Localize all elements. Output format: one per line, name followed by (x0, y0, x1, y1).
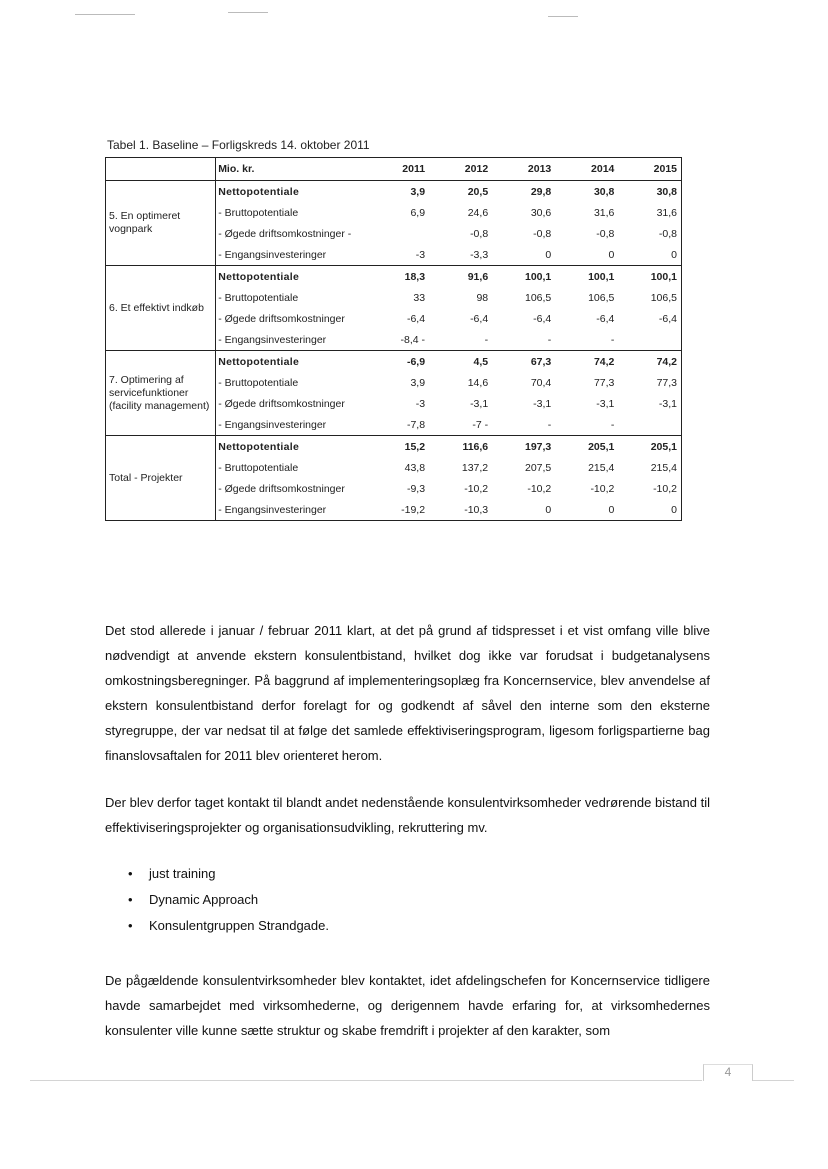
table-cell: 18,3 (366, 266, 429, 288)
row-label: - Øgede driftsomkostninger - (218, 227, 352, 240)
scan-speck (548, 16, 578, 17)
table-cell: 20,5 (429, 181, 492, 203)
table-cell: 205,1 (555, 436, 618, 458)
table-cell: 6,9 (410, 206, 426, 219)
table-cell: 0 (545, 248, 552, 261)
header-year: 2012 (429, 158, 492, 181)
table-cell: 31,6 (656, 206, 677, 219)
list-item (128, 913, 329, 939)
table-cell: -3,1 (470, 397, 489, 410)
table-cell: 3,9 (410, 376, 426, 389)
table-cell: 29,8 (492, 181, 555, 203)
table-cell: -3 (415, 397, 426, 410)
table-cell: -0,8 (658, 227, 677, 240)
list-item (128, 887, 329, 913)
group-name: 5. En optimeret vognpark (106, 181, 216, 266)
table-cell: -3 (415, 248, 426, 261)
table-cell: 0 (671, 503, 677, 516)
table-cell: 116,6 (429, 436, 492, 458)
row-label: - Engangsinvesteringer (218, 418, 327, 431)
table-cell: 74,2 (555, 351, 618, 373)
table-cell: 0 (671, 248, 677, 261)
table-cell: 74,2 (618, 351, 681, 373)
paragraph-contact: Der blev derfor taget kontakt til blandt andet nedenstående konsulentvirksomheder vedrørende bistand til effektiviseringsprojekter og organisationsudvikling, rekruttering mv. (105, 795, 710, 835)
table-cell: -3,1 (658, 397, 677, 410)
row-label: - Øgede driftsomkostninger (218, 397, 345, 410)
table-cell: 197,3 (492, 436, 555, 458)
table-cell: 33 (413, 291, 426, 304)
table-cell: -0,8 (470, 227, 489, 240)
paragraph-contacted: De pågældende konsulentvirksomheder blev kontaktet, idet afdelingschefen for Koncernservice tidligere havde samarbejdet med virksomhederne, og derigennem havde erfaring for, at virksomhedernes konsulenter ville kunne sætte struktur og skabe fremdrift i projekter af den karakter, som (105, 973, 710, 1038)
table-cell: -6,4 (406, 312, 426, 325)
table-cell: 67,3 (492, 351, 555, 373)
table-row (106, 181, 682, 203)
table-cell: 14,6 (467, 376, 489, 389)
table-header-row (106, 158, 682, 181)
table-cell: -6,4 (596, 312, 615, 325)
table-cell: 215,4 (650, 461, 677, 474)
table-cell: 106,5 (650, 291, 677, 304)
header-year: 2014 (555, 158, 618, 181)
header-year: 2013 (492, 158, 555, 181)
table-cell: -10,2 (590, 482, 615, 495)
scan-speck (228, 12, 268, 13)
table-cell: - (484, 333, 489, 346)
group-name: 6. Et effektivt indkøb (106, 266, 216, 351)
table-cell: 30,6 (530, 206, 552, 219)
table-cell: 77,3 (656, 376, 677, 389)
table-cell: -3,3 (470, 248, 489, 261)
row-label: Nettopotentiale (216, 266, 366, 288)
row-label: Nettopotentiale (216, 351, 366, 373)
row-label: Nettopotentiale (216, 181, 366, 203)
table-cell: 24,6 (467, 206, 489, 219)
group-name: 7. Optimering af servicefunktioner (facility management) (106, 351, 216, 436)
table-cell: -6,4 (658, 312, 677, 325)
table-cell: 31,6 (593, 206, 615, 219)
scan-speck (75, 14, 135, 15)
consultancy-list (128, 861, 329, 939)
table-cell: -6,9 (366, 351, 429, 373)
table-cell: -3,1 (596, 397, 615, 410)
table-cell: 100,1 (618, 266, 681, 288)
table-cell (618, 414, 681, 436)
table-cell: -10,2 (527, 482, 552, 495)
table-cell: - (610, 418, 615, 431)
list-item-text: just training (149, 866, 216, 881)
row-label: - Øgede driftsomkostninger (218, 482, 345, 495)
table-cell: -19,2 (401, 503, 426, 516)
table-cell: 0 (608, 503, 615, 516)
table-cell: 0 (608, 248, 615, 261)
row-label: - Bruttopotentiale (218, 461, 299, 474)
table-cell: -3,1 (533, 397, 552, 410)
page-number: 4 (703, 1064, 753, 1081)
table-cell: -7,8 (406, 418, 426, 431)
table-cell: -10,2 (653, 482, 677, 495)
table-cell: - (547, 333, 552, 346)
table-cell: -10,3 (464, 503, 489, 516)
table-cell: -10,2 (464, 482, 489, 495)
list-item (128, 861, 329, 887)
row-label: Nettopotentiale (216, 436, 366, 458)
table-row (106, 351, 682, 373)
list-item-text: Dynamic Approach (149, 892, 259, 907)
table-cell: -0,8 (596, 227, 615, 240)
table-cell: 106,5 (524, 291, 552, 304)
table-cell: 0 (545, 503, 552, 516)
table-cell: -0,8 (533, 227, 552, 240)
group-name: Total - Projekter (106, 436, 216, 521)
baseline-table (105, 157, 682, 521)
row-label: - Bruttopotentiale (218, 206, 299, 219)
header-unit: Mio. kr. (216, 158, 366, 181)
footer-rule (752, 1080, 794, 1081)
row-label: - Engangsinvesteringer (218, 503, 327, 516)
paragraph-consultancy-need: Det stod allerede i januar / februar 2011 klart, at det på grund af tidspresset i et vist omfang ville blive nødvendigt at anvende ekstern konsulentbistand, hvilket dog ikke var forudsat i budgetanalysens omkostningsberegninger. På baggrund af implementeringsoplæg fra Koncernservice, blev anvendelse af ekstern konsulentbistand derfor forelagt for og godkendt af såvel den interne som den eksterne styregruppe, der var nedsat til at følge det samlede effektiviseringsprogram, ligesom forligspartierne bag finanslovsaftalen for 2011 blev orienteret herom. (105, 623, 710, 763)
table-cell: 98 (476, 291, 489, 304)
row-label: - Engangsinvesteringer (218, 248, 327, 261)
row-label: - Engangsinvesteringer (218, 333, 327, 346)
table-cell: 215,4 (588, 461, 615, 474)
table-cell: 100,1 (555, 266, 618, 288)
table-cell: 137,2 (461, 461, 489, 474)
bullet-icon: • (128, 892, 133, 907)
table-row (106, 266, 682, 288)
row-label: - Øgede driftsomkostninger (218, 312, 345, 325)
bullet-icon: • (128, 918, 133, 933)
table-cell: 106,5 (588, 291, 615, 304)
table-cell: -7 - (472, 418, 489, 431)
table-cell: 30,8 (555, 181, 618, 203)
table-cell: 207,5 (524, 461, 552, 474)
table-cell: -6,4 (533, 312, 552, 325)
list-item-text: Konsulentgruppen Strandgade. (149, 918, 329, 933)
table-caption: Tabel 1. Baseline – Forligskreds 14. oktober 2011 (107, 138, 370, 152)
table-cell: 30,8 (618, 181, 681, 203)
table-cell: 91,6 (429, 266, 492, 288)
table-cell: 100,1 (492, 266, 555, 288)
bullet-icon: • (128, 866, 133, 881)
table-cell: - (610, 333, 615, 346)
table-cell: - (547, 418, 552, 431)
header-year: 2015 (618, 158, 681, 181)
table-cell: 3,9 (366, 181, 429, 203)
table-cell: 205,1 (618, 436, 681, 458)
table-cell: 77,3 (593, 376, 615, 389)
table-cell: 43,8 (404, 461, 426, 474)
table-cell (366, 223, 429, 244)
table-cell: 70,4 (530, 376, 552, 389)
table-cell: 15,2 (366, 436, 429, 458)
header-corner (106, 158, 216, 181)
table-row (106, 436, 682, 458)
table-cell: -9,3 (406, 482, 426, 495)
row-label: - Bruttopotentiale (218, 291, 299, 304)
footer-rule (30, 1080, 702, 1081)
table-cell: -6,4 (470, 312, 489, 325)
table-cell: -8,4 - (400, 333, 426, 346)
header-year: 2011 (366, 158, 429, 181)
table-cell (618, 329, 681, 351)
table-cell: 4,5 (429, 351, 492, 373)
row-label: - Bruttopotentiale (218, 376, 299, 389)
